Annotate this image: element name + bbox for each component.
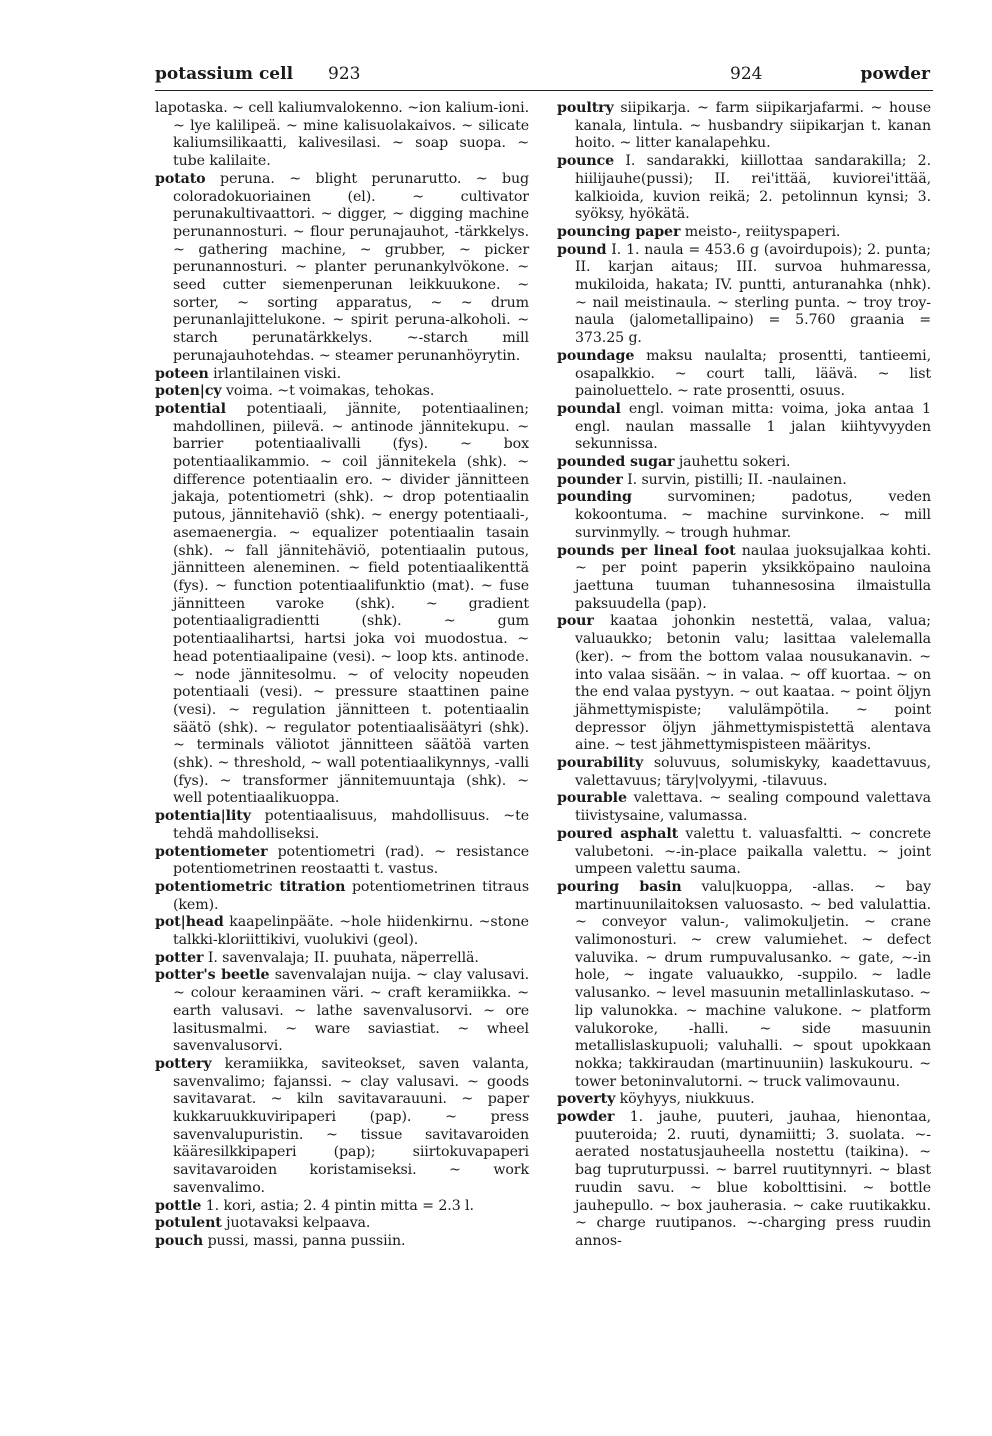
headword: pottle <box>155 1197 202 1214</box>
headword: potentiometric titration <box>155 878 346 895</box>
headword: pourable <box>557 790 627 807</box>
definition-text: irlantilainen viski. <box>213 365 342 382</box>
dictionary-entry <box>155 366 529 384</box>
dictionary-entry <box>155 383 529 401</box>
definition-text: köyhyys, niukkuus. <box>619 1091 755 1108</box>
right-page-number: 924 <box>730 64 763 84</box>
definition-text: jauhettu sokeri. <box>678 454 791 471</box>
headword: poured asphalt <box>557 825 679 842</box>
definition-text: potentiometrinen titraus (kem). <box>173 878 529 913</box>
dictionary-entry <box>557 153 931 224</box>
definition-text: 1. kori, astia; 2. 4 pintin mitta = 2.3 l. <box>205 1197 474 1214</box>
dictionary-entry <box>557 879 931 1091</box>
dictionary-entry <box>557 826 931 879</box>
dictionary-entry <box>155 967 529 1056</box>
definition-text: kaataa johonkin nestettä, valaa, valua; valuaukko; betonin valu; lasittaa valelemalla (ker). ~ from the bottom valaa nousukanavin. ~ into valaa sisään. ~ in valaa. ~ off kuortaa. ~ on the end valaa pystyyn. ~ out kaataa. ~ point öljyn jähmettymispiste; valulämpötila. ~ point depressor öljyn jähmettymispistettä alentava aine. ~ test jähmettymispisteen määritys. <box>575 613 931 754</box>
headword: potulent <box>155 1215 222 1232</box>
left-page-number: 923 <box>328 64 361 84</box>
definition-text: lapotaska. ~ cell kaliumvalokenno. ~ion kalium-ioni. ~ lye kalilipeä. ~ mine kalisuolakaivos. ~ silicate kaliumsilikaatti, kalivesilasi. ~ soap suopa. ~ tube kalilaite. <box>155 100 529 170</box>
left-guide-word: potassium cell <box>155 64 294 84</box>
dictionary-entry <box>155 914 529 949</box>
dictionary-entry <box>155 879 529 914</box>
dictionary-entry <box>557 543 931 614</box>
dictionary-entry <box>557 472 931 490</box>
headword: pounds per lineal foot <box>557 542 736 559</box>
dictionary-entry <box>155 950 529 968</box>
definition-text: I. sandarakki, kiillottaa sandarakilla; 2. hiilijauhe(pussi); II. rei'ittää, kuviorei'ittää, kalkioida, kuvion reikä; 2. petolinnun kynsi; 3. syöksy, hyökätä. <box>575 153 931 223</box>
dictionary-entry <box>557 1091 931 1109</box>
definition-text: maksu naulalta; prosentti, tantieemi, osapalkkio. ~ court talli, läävä. ~ list painoluettelo. ~ rate prosentti, osuus. <box>575 347 931 400</box>
definition-text: engl. voiman mitta: voima, joka antaa 1 engl. naulan massalle 1 jalan kiihtyvyyden sekunnissa. <box>575 400 931 453</box>
definition-text: kaapelinpääte. ~hole hiidenkirnu. ~stone talkki-kloriittikivi, vuolukivi (geol). <box>173 914 529 949</box>
definition-text: potentiaali, jännite, potentiaalinen; mahdollinen, piilevä. ~ antinode jännitekupu. ~ barrier potentiaalivalli (fys). ~ box potentiaalikammio. ~ coil jännitekela (shk). ~ difference potentiaalin ero. ~ divider jännitteen jakaja, potentiometri (shk). ~ drop potentiaalin putous, jännitehaviö (shk). ~ energy potentiaali-, asemaenergia. ~ equalizer potentiaalin tasain (shk). ~ fall jännitehäviö, potentiaalin putous, jännitteen aleneminen. ~ field potentiaalikenttä (fys). ~ function potentiaalifunktio (mat). ~ fuse jännitteen varoke (shk). ~ gradient potentiaaligradientti (shk). ~ gum potentiaalihartsi, hartsi joka voi muodostua. ~ head potentiaalipaine (vesi). ~ loop kts. antinode. ~ node jännitesolmu. ~ of velocity nopeuden potentiaali (vesi). ~ pressure staattinen paine (vesi). ~ regulation jännitteen t. potentiaalin säätö (shk). ~ regulator potentiaalisäätyri (shk). ~ terminals väliotot jännitteen säätöä varten (shk). ~ threshold, ~ wall potentiaalikynnys, -valli (fys). ~ transformer jännitemuuntaja (shk). ~ well potentiaalikuoppa. <box>173 400 529 807</box>
dictionary-entry <box>155 808 529 843</box>
definition-text: 1. jauhe, puuteri, jauhaa, hienontaa, puuteroida; 2. ruuti, dynamiitti; 3. suolata. ~-aerated nostatusjauheella nostettu (taikina). ~ bag tupruturpussi. ~ barrel ruutitynnyri. ~ blast ruudin savu. ~ blue kobolttisini. ~ bottle jauhepullo. ~ box jauherasia. ~ cake ruutikakku. ~ charge ruutipanos. ~-charging press ruudin annos- <box>575 1109 931 1249</box>
definition-text: naulaa juoksujalkaa kohti. ~ per point paperin yksikköpaino nauloina jaettuna tuuman tuhannesosina ilmaistulla paksuudella (pap). <box>575 542 931 612</box>
dictionary-entry <box>557 348 931 401</box>
headword: pouch <box>155 1233 204 1249</box>
headword: pounder <box>557 471 623 488</box>
left-column <box>155 100 529 1251</box>
dictionary-entry <box>557 401 931 454</box>
headword: potter's beetle <box>155 967 270 984</box>
dictionary-entry <box>557 1109 931 1251</box>
dictionary-entry <box>557 242 931 348</box>
dictionary-entry <box>155 1215 529 1233</box>
headword: pounded sugar <box>557 454 675 471</box>
header-rule <box>155 90 933 91</box>
dictionary-entry <box>155 1233 529 1251</box>
definition-text: peruna. ~ blight perunarutto. ~ bug coloradokuoriainen (el). ~ cultivator perunakultivaattori. ~ digger, ~ digging machine perunannosturi. ~ flour perunajauhot, -tärkkelys. ~ gathering machine, ~ grubber, ~ picker perunannosturi. ~ planter perunankylvökone. ~ seed cutter siemenperunan leikkuukone. ~ sorter, ~ sorting apparatus, ~ ~ drum perunanlajittelukone. ~ spirit peruna-alkoholi. ~ starch perunatärkkelys. ~-starch mill perunajauhotehdas. ~ steamer perunanhöyrytin. <box>173 170 529 364</box>
definition-text: valettu t. valuasfaltti. ~ concrete valubetoni. ~-in-place paikalla valettu. ~ joint umpeen valettu sauma. <box>575 825 931 878</box>
headword: pour <box>557 613 594 630</box>
headword: poultry <box>557 100 614 116</box>
dictionary-entry <box>155 844 529 879</box>
headword: poundal <box>557 400 621 417</box>
headword: pot|head <box>155 914 224 931</box>
right-column <box>557 100 931 1251</box>
headword: pottery <box>155 1055 212 1072</box>
dictionary-entry <box>155 401 529 808</box>
headword: pounce <box>557 153 615 170</box>
headword: pouring basin <box>557 878 682 895</box>
headword: pounding <box>557 489 632 506</box>
definition-text: potentiaalisuus, mahdollisuus. ~te tehdä mahdolliseksi. <box>173 808 529 842</box>
page-header <box>0 64 992 88</box>
headword: potter <box>155 949 204 966</box>
definition-text: juotavaksi kelpaava. <box>226 1215 371 1232</box>
definition-text: valettava. ~ sealing compound valettava tiivistysaine, valumassa. <box>575 790 931 825</box>
right-guide-word: powder <box>860 64 930 84</box>
headword: poverty <box>557 1091 616 1108</box>
definition-text: pussi, massi, panna pussiin. <box>207 1233 406 1249</box>
definition-text: keramiikka, saviteokset, saven valanta, savenvalimo; fajanssi. ~ clay valusavi. ~ goods savitavarat. ~ kiln savitavarauuni. ~ paper kukkaruukkuviripaperi (pap). ~ press savenvalupuristin. ~ tissue savitavaroiden kääresilkkipaperi (pap); siirtokuvapaperi savitavaroiden koristamiseksi. ~ work savenvalimo. <box>173 1055 529 1196</box>
headword: poten|cy <box>155 383 222 400</box>
definition-text: survominen; padotus, veden kokoontuma. ~ machine survinkone. ~ mill survinmylly. ~ trough huhmar. <box>575 489 931 541</box>
headword: pourability <box>557 755 644 772</box>
dictionary-entry <box>155 171 529 366</box>
headword: potato <box>155 170 206 187</box>
headword: potential <box>155 400 226 417</box>
dictionary-entry <box>557 100 931 153</box>
headword: poundage <box>557 347 635 364</box>
definition-text: meisto-, reiityspaperi. <box>684 223 841 240</box>
dictionary-entry <box>557 755 931 790</box>
definition-text: potentiometri (rad). ~ resistance potentiometrinen reostaatti t. vastus. <box>173 843 529 878</box>
headword: pouncing paper <box>557 223 681 240</box>
definition-text: voima. ~t voimakas, tehokas. <box>225 383 435 400</box>
definition-text: I. savenvalaja; II. puuhata, näperrellä. <box>207 949 479 966</box>
dictionary-entry <box>155 1198 529 1216</box>
definition-text: I. survin, pistilli; II. -naulainen. <box>627 471 847 488</box>
dictionary-entry <box>155 100 529 171</box>
dictionary-entry <box>557 613 931 755</box>
definition-text: I. 1. naula = 453.6 g (avoirdupois); 2. punta; II. karjan aitaus; III. survoa huhmaressa, mukiloida, hakata; IV. puntti, anturanahka (nhk). ~ nail meistinaula. ~ sterling punta. ~ troy troy-naula (jalometallipaino) = 5.760 graania = 373.25 g. <box>575 241 931 347</box>
headword: powder <box>557 1109 615 1126</box>
dictionary-entry <box>557 454 931 472</box>
headword: pound <box>557 241 607 258</box>
definition-text: soluvuus, solumiskyky, kaadettavuus, valettavuus; täry|volyymi, -tilavuus. <box>575 755 931 789</box>
definition-text: siipikarja. ~ farm siipikarjafarmi. ~ house kanala, lintula. ~ husbandry siipikarjan t. kanan hoito. ~ litter kanalapehku. <box>575 100 931 152</box>
headword: potentiometer <box>155 843 268 860</box>
dictionary-entry <box>557 224 931 242</box>
headword: poteen <box>155 365 209 382</box>
definition-text: valu|kuoppa, -allas. ~ bay martinuunilaitoksen valuosasto. ~ bed valulattia. ~ conveyor valun-, valimokuljetin. ~ crane valimonosturi. ~ crew valumiehet. ~ defect valuvika. ~ drum rumpuvalusanko. ~ gate, ~-in hole, ~ ingate valuaukko, -suppilo. ~ ladle valusanko. ~ level masuunin metallinlaskutaso. ~ lip valunokka. ~ machine valukone. ~ platform valukoroke, -halli. ~ side masuunin metallislaskupuoli; valuhalli. ~ spout upokkaan nokka; takkiraudan (martinuuniin) laskukouru. ~ tower betoninvalutorni. ~ truck valimovaunu. <box>575 878 931 1090</box>
dictionary-entry <box>557 790 931 825</box>
dictionary-entry <box>557 489 931 542</box>
dictionary-entry <box>155 1056 529 1198</box>
headword: potentia|lity <box>155 808 251 825</box>
definition-text: savenvalajan nuija. ~ clay valusavi. ~ colour keraaminen väri. ~ craft keramiikka. ~ earth valusavi. ~ lathe savenvalusorvi. ~ ore lasitusmalmi. ~ ware saviastiat. ~ wheel savenvalusorvi. <box>173 967 529 1055</box>
